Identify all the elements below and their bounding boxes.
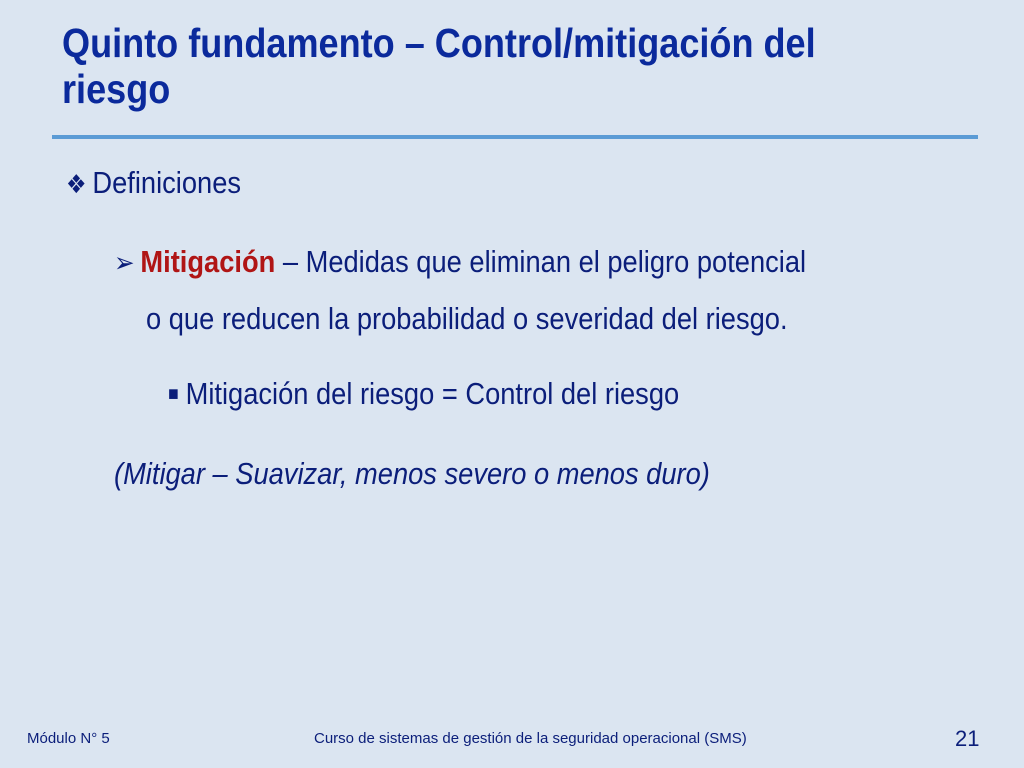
page-number: 21 (955, 726, 980, 751)
term-mitigacion: Mitigación (140, 244, 276, 279)
arrow-bullet-icon: ➢ (114, 247, 135, 278)
footer-module: Módulo N° 5 (27, 730, 110, 747)
definition-mitigacion: – Medidas que eliminan el peligro potencial (275, 244, 807, 279)
diamond-bullet-icon: ❖ (66, 169, 87, 199)
bullet-definiciones (66, 165, 241, 202)
note-text: (Mitigar – Suavizar, menos severo o menos duro) (114, 456, 710, 491)
sub-bullet-text: Mitigación del riesgo = Control del riesgo (185, 376, 680, 411)
definition-mitigacion-line-2: o que reducen la probabilidad o severidad del riesgo. (146, 301, 788, 336)
slide-title (62, 20, 872, 112)
bullet-definiciones-text: Definiciones (92, 165, 242, 200)
sub-bullet (168, 376, 679, 412)
slide-title-line-1: Quinto fundamento – Control/mitigación del (62, 20, 816, 66)
footer-course-title: Curso de sistemas de gestión de la seguridad operacional (SMS) (314, 730, 747, 747)
square-bullet-icon: ■ (168, 383, 179, 405)
bullet-mitigacion (114, 244, 806, 281)
title-divider (52, 135, 978, 139)
slide-title-line-2: riesgo (62, 66, 171, 112)
